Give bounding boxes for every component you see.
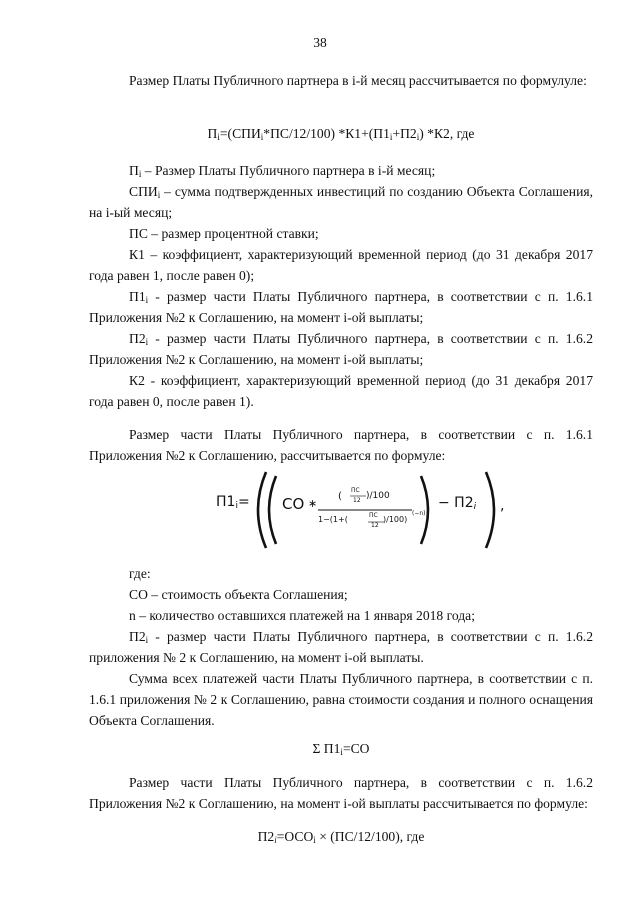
definition-p1: $П1_i$ - размер части Платы Публичного партнера, в соответствии с п. 1.6.1 Приложения №2 к Соглашению, на момент i-ой выплаты;: [89, 289, 593, 325]
definition-co: СО – стоимость объекта Соглашения;: [129, 587, 348, 602]
num-div: )/100: [366, 491, 390, 501]
lhs-symbol: П1: [216, 494, 236, 510]
definition-ps: ПС – размер процентной ставки;: [129, 226, 319, 241]
den-exponent: (−n): [412, 510, 426, 517]
where-label: где:: [129, 566, 151, 581]
den-end: )/100): [383, 515, 408, 524]
formula-p1: $П1_i=$ СО ∗ ( ПС 12 )/100 1−(1+( ПС 12 )/100) (−n) − $П2_i$ ,: [216, 460, 516, 560]
definition-p2-second: $П2_i$ - размер части Платы Публичного партнера, в соответствии с п. 1.6.2 приложения № 2 к Соглашению, на момент i-ой выплаты.: [89, 629, 593, 665]
minus-p2: − П2: [438, 495, 474, 511]
outer-right-paren: [486, 472, 494, 548]
page-number: 38: [313, 35, 327, 50]
intro-paragraph: Размер Платы Публичного партнера в i-й месяц рассчитывается по формулуле:: [129, 73, 587, 88]
formula-p2: $П2_i=ОСО_i \times (ПС/12/100)$, где: [257, 829, 425, 845]
definition-n: n – количество оставшихся платежей на 1 января 2018 года;: [129, 608, 475, 623]
formula-plata: $П_i=(СПИ_i*ПС/12/100)$ $*К1+(П1_i+П2_i)$ *К2, где: [207, 126, 475, 142]
num-ps: ПС: [351, 487, 360, 494]
definition-k1: К1 – коэффициент, характеризующий временной период (до 31 декабря 2017 года равен 1, после равен 0);: [89, 247, 593, 283]
sum-paragraph: Сумма всех платежей части Платы Публичного партнера, в соответствии с п. 1.6.1 приложения № 2 к Соглашению, равна стоимости создания и полного оснащения Объекта Соглашения.: [89, 671, 593, 728]
co-symbol: СО: [282, 495, 305, 513]
inner-left-paren: [269, 476, 276, 544]
formula-comma: ,: [500, 498, 505, 514]
definition-p: $П_i$ – Размер Платы Публичного партнера в i-й месяц;: [129, 163, 436, 179]
num-12: 12: [353, 497, 361, 504]
definition-spi: $СПИ_i$ – сумма подтвержденных инвестиций по созданию Объекта Соглашения, на i-ый месяц;: [89, 184, 593, 220]
p2-intro-paragraph: Размер части Платы Публичного партнера, в соответствии с п. 1.6.2 Приложения №2 к Соглашению, на момент i-ой выплаты рассчитывается по формуле:: [89, 775, 593, 811]
outer-left-paren: [258, 472, 266, 548]
p1-intro-paragraph: Размер части Платы Публичного партнера, в соответствии с п. 1.6.1 Приложения №2 к Соглашению, рассчитывается по формуле:: [89, 427, 593, 463]
den-12: 12: [371, 522, 379, 529]
definition-k2: К2 - коэффициент, характеризующий временной период (до 31 декабря 2017 года равен 0, после равен 1).: [89, 373, 593, 409]
den-start: 1−(1+(: [318, 515, 348, 524]
multiply-sign: ∗: [308, 497, 318, 510]
den-ps: ПС: [369, 512, 378, 519]
definition-p2: $П2_i$ - размер части Платы Публичного партнера, в соответствии с п. 1.6.2 Приложения №2 к Соглашению, на момент i-ой выплаты;: [89, 331, 593, 367]
formula-sum: Σ $П1_i=СО$: [312, 741, 370, 757]
